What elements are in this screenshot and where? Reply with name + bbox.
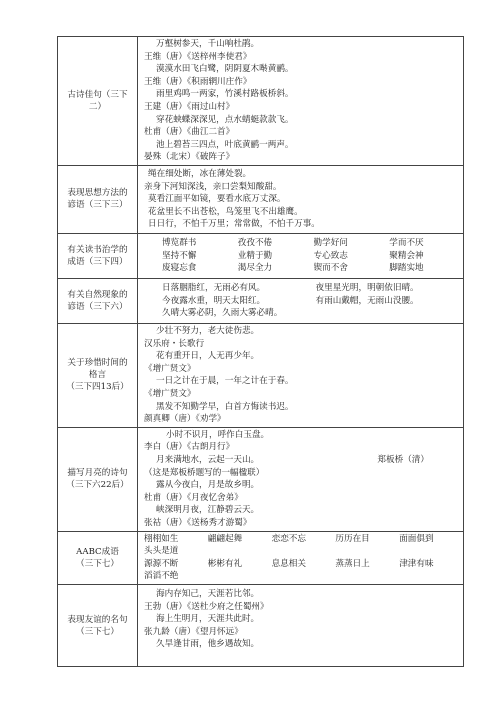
- category-label: 表现思想方法的: [67, 188, 128, 199]
- verse-source: 王维（唐）《送梓州李使君》: [144, 51, 252, 62]
- verse-line: 露从今夜白，月是故乡明。: [156, 480, 260, 491]
- category-cell: [58, 323, 138, 427]
- idiom: 锲而不舍: [313, 263, 348, 274]
- verse-line: 万壑树参天，千山响杜鹃。: [156, 39, 260, 49]
- verse-source: 王建（唐）《雨过山村》: [144, 101, 235, 112]
- maxim-source: 汉乐府・长歌行: [144, 338, 205, 349]
- maxim-source: 颜真卿（唐）《劝学》: [144, 414, 226, 425]
- proverb: [316, 307, 460, 320]
- verse-line: 久旱逢甘雨，他乡遇故知。: [156, 639, 260, 650]
- verse-line: 海上生明月，天涯共此时。: [156, 614, 260, 625]
- verse-line: 穿花蛱蝶深深见，点水蜻蜓款款飞。: [156, 114, 294, 125]
- category-label: 二）: [88, 101, 107, 112]
- idiom: 脚踏实地: [389, 263, 424, 274]
- category-label: 有关读书治学的: [67, 244, 128, 255]
- verse-line-with-author: [144, 454, 459, 467]
- category-label: 格言: [88, 370, 107, 381]
- maxim-line: 黑发不知勤学早，白首方悔读书迟。: [156, 401, 294, 412]
- verse-source: 张祜（唐）《送杨秀才游蜀》: [144, 517, 252, 528]
- proverb-line: 亲身下河知深浅，亲口尝梨知酸甜。: [144, 181, 282, 192]
- maxim-line: 花有重开日，人无再少年。: [156, 351, 260, 362]
- category-cell: [58, 531, 138, 584]
- category-label: AABC成语: [76, 546, 119, 557]
- idiom: 源源不断: [144, 558, 179, 569]
- category-cell: [58, 165, 138, 233]
- category-label: （三下七）: [76, 558, 119, 569]
- content-cell: [138, 323, 464, 427]
- verse-source: 王勃（唐）《送杜少府之任蜀州》: [144, 601, 269, 612]
- table-row: [58, 165, 464, 233]
- idiom: 聚精会神: [389, 250, 424, 261]
- idiom: 专心致志: [313, 250, 348, 261]
- verse-source: 杜甫（唐）《曲江二首》: [144, 127, 235, 138]
- proverb: 今夜露水重，明天太阳红。: [162, 295, 266, 306]
- category-cell: [58, 233, 138, 278]
- verse-line: 雨里鸡鸣一两家，竹溪村路板桥斜。: [156, 89, 294, 100]
- verse-line: 池上碧苔三四点，叶底黄鹂一两声。: [156, 139, 294, 150]
- idiom: 博览群书: [162, 238, 197, 249]
- verse-note: （这是郑板桥题写的一幅楹联）: [144, 467, 265, 478]
- content-cell: [138, 531, 464, 584]
- maxim-line: 一日之计在于晨，一年之计在于春。: [156, 376, 294, 387]
- proverb-line: 花盆里长不出苍松，鸟笼里飞不出雄鹰。: [148, 206, 303, 217]
- category-label: 关于珍惜时间的: [67, 358, 128, 369]
- proverb-line: 莫看江面平如镜，要看水底万丈深。: [148, 194, 286, 205]
- maxim-source: 《增广贤文》: [144, 388, 196, 399]
- category-label: （三下四13后）: [66, 382, 129, 393]
- verse-source: 郑板桥（清）: [377, 455, 429, 465]
- category-label: 表现友谊的名句: [67, 614, 128, 625]
- idiom: 废寝忘食: [162, 263, 197, 274]
- idiom: 勤学好问: [313, 238, 348, 249]
- category-label: （三下七）: [76, 626, 119, 637]
- idiom: 恋恋不忘: [271, 533, 306, 544]
- table-row: [58, 233, 464, 278]
- idiom: 头头是道: [144, 546, 179, 557]
- category-label: 成语（三下四）: [67, 256, 128, 267]
- verse-line: 小时不识月，呼作白玉盘。: [166, 429, 270, 440]
- content-cell: [138, 585, 464, 667]
- verse-line: 海内存知己，天涯若比邻。: [156, 589, 260, 600]
- proverb-line: 绳在细处断，冰在薄处裂。: [148, 168, 252, 179]
- proverb: 有雨山戴帽，无雨山没腰。: [315, 295, 419, 306]
- verse-line: 月来满地水，云起一天山。: [156, 455, 260, 465]
- category-label: （三下六22后）: [66, 480, 129, 491]
- table-row: [58, 278, 464, 323]
- category-cell: [58, 278, 138, 323]
- idiom: 业精于勤: [237, 250, 273, 261]
- verse-source: 晏殊（北宋）《破阵子》: [144, 152, 235, 163]
- verse-source: 王维（唐）《积雨辋川庄作》: [144, 76, 252, 87]
- proverb: 日落胭脂红，无雨必有风。: [162, 283, 266, 294]
- content-cell: [138, 278, 464, 323]
- verse-source: 杜甫（唐）《月夜忆舍弟》: [144, 492, 243, 503]
- idiom: 坚持不懈: [162, 250, 197, 261]
- proverb-line: 日日行，不怕千万里；常常做，不怕千万事。: [148, 219, 320, 230]
- proverb: 夜里星光明，明朝依旧晴。: [315, 283, 419, 294]
- idiom: 学而不厌: [389, 238, 424, 249]
- idiom: 息息相关: [271, 558, 306, 569]
- category-cell: [58, 427, 138, 531]
- category-cell: [58, 37, 138, 166]
- table-row: [58, 37, 464, 166]
- category-label: 谚语（三下三）: [67, 200, 128, 211]
- table-row: [58, 427, 464, 531]
- table-row: [58, 531, 464, 584]
- idiom-grid: [144, 533, 459, 583]
- verse-source: 李白（唐）《古朗月行》: [144, 442, 235, 453]
- content-cell: [138, 37, 464, 166]
- idiom: 彬彬有礼: [207, 558, 243, 569]
- table-row: [58, 323, 464, 427]
- verse-source: 张九龄（唐）《望月怀远》: [144, 626, 243, 637]
- idiom: 孜孜不倦: [237, 238, 273, 249]
- idiom: 翩翩起舞: [207, 533, 243, 544]
- category-label: 有关自然现象的: [67, 289, 128, 300]
- content-cell: [138, 233, 464, 278]
- verse-line: 漠漠水田飞白鹭，阴阴夏木啭黄鹂。: [156, 64, 294, 75]
- verse-line: 峡深明月夜，江静碧云天。: [156, 505, 260, 516]
- proverb: 久晴大雾必阴，久雨大雾必晴。: [162, 308, 283, 319]
- table-row: [58, 585, 464, 667]
- content-cell: [138, 165, 464, 233]
- idiom: 栩栩如生: [144, 533, 179, 544]
- category-cell: [58, 585, 138, 667]
- idiom: 蒸蒸日上: [335, 558, 370, 569]
- maxim-line: 少壮不努力，老大徒伤悲。: [156, 325, 260, 336]
- idiom-grid: [144, 237, 459, 275]
- idiom: 滔滔不绝: [144, 571, 179, 582]
- maxim-source: 《增广贤文》: [144, 363, 196, 374]
- category-label: 谚语（三下六）: [67, 301, 128, 312]
- category-label: 描写月亮的诗句: [67, 468, 128, 479]
- content-cell: [138, 427, 464, 531]
- idiom: 面面俱到: [399, 533, 434, 544]
- idiom: 历历在目: [335, 533, 370, 544]
- poetry-idiom-table: [57, 36, 464, 667]
- proverb-grid: [144, 282, 459, 320]
- idiom: 津津有味: [399, 558, 434, 569]
- idiom: 渴尽全力: [237, 263, 273, 274]
- category-label: 古诗佳句（三下: [67, 89, 128, 100]
